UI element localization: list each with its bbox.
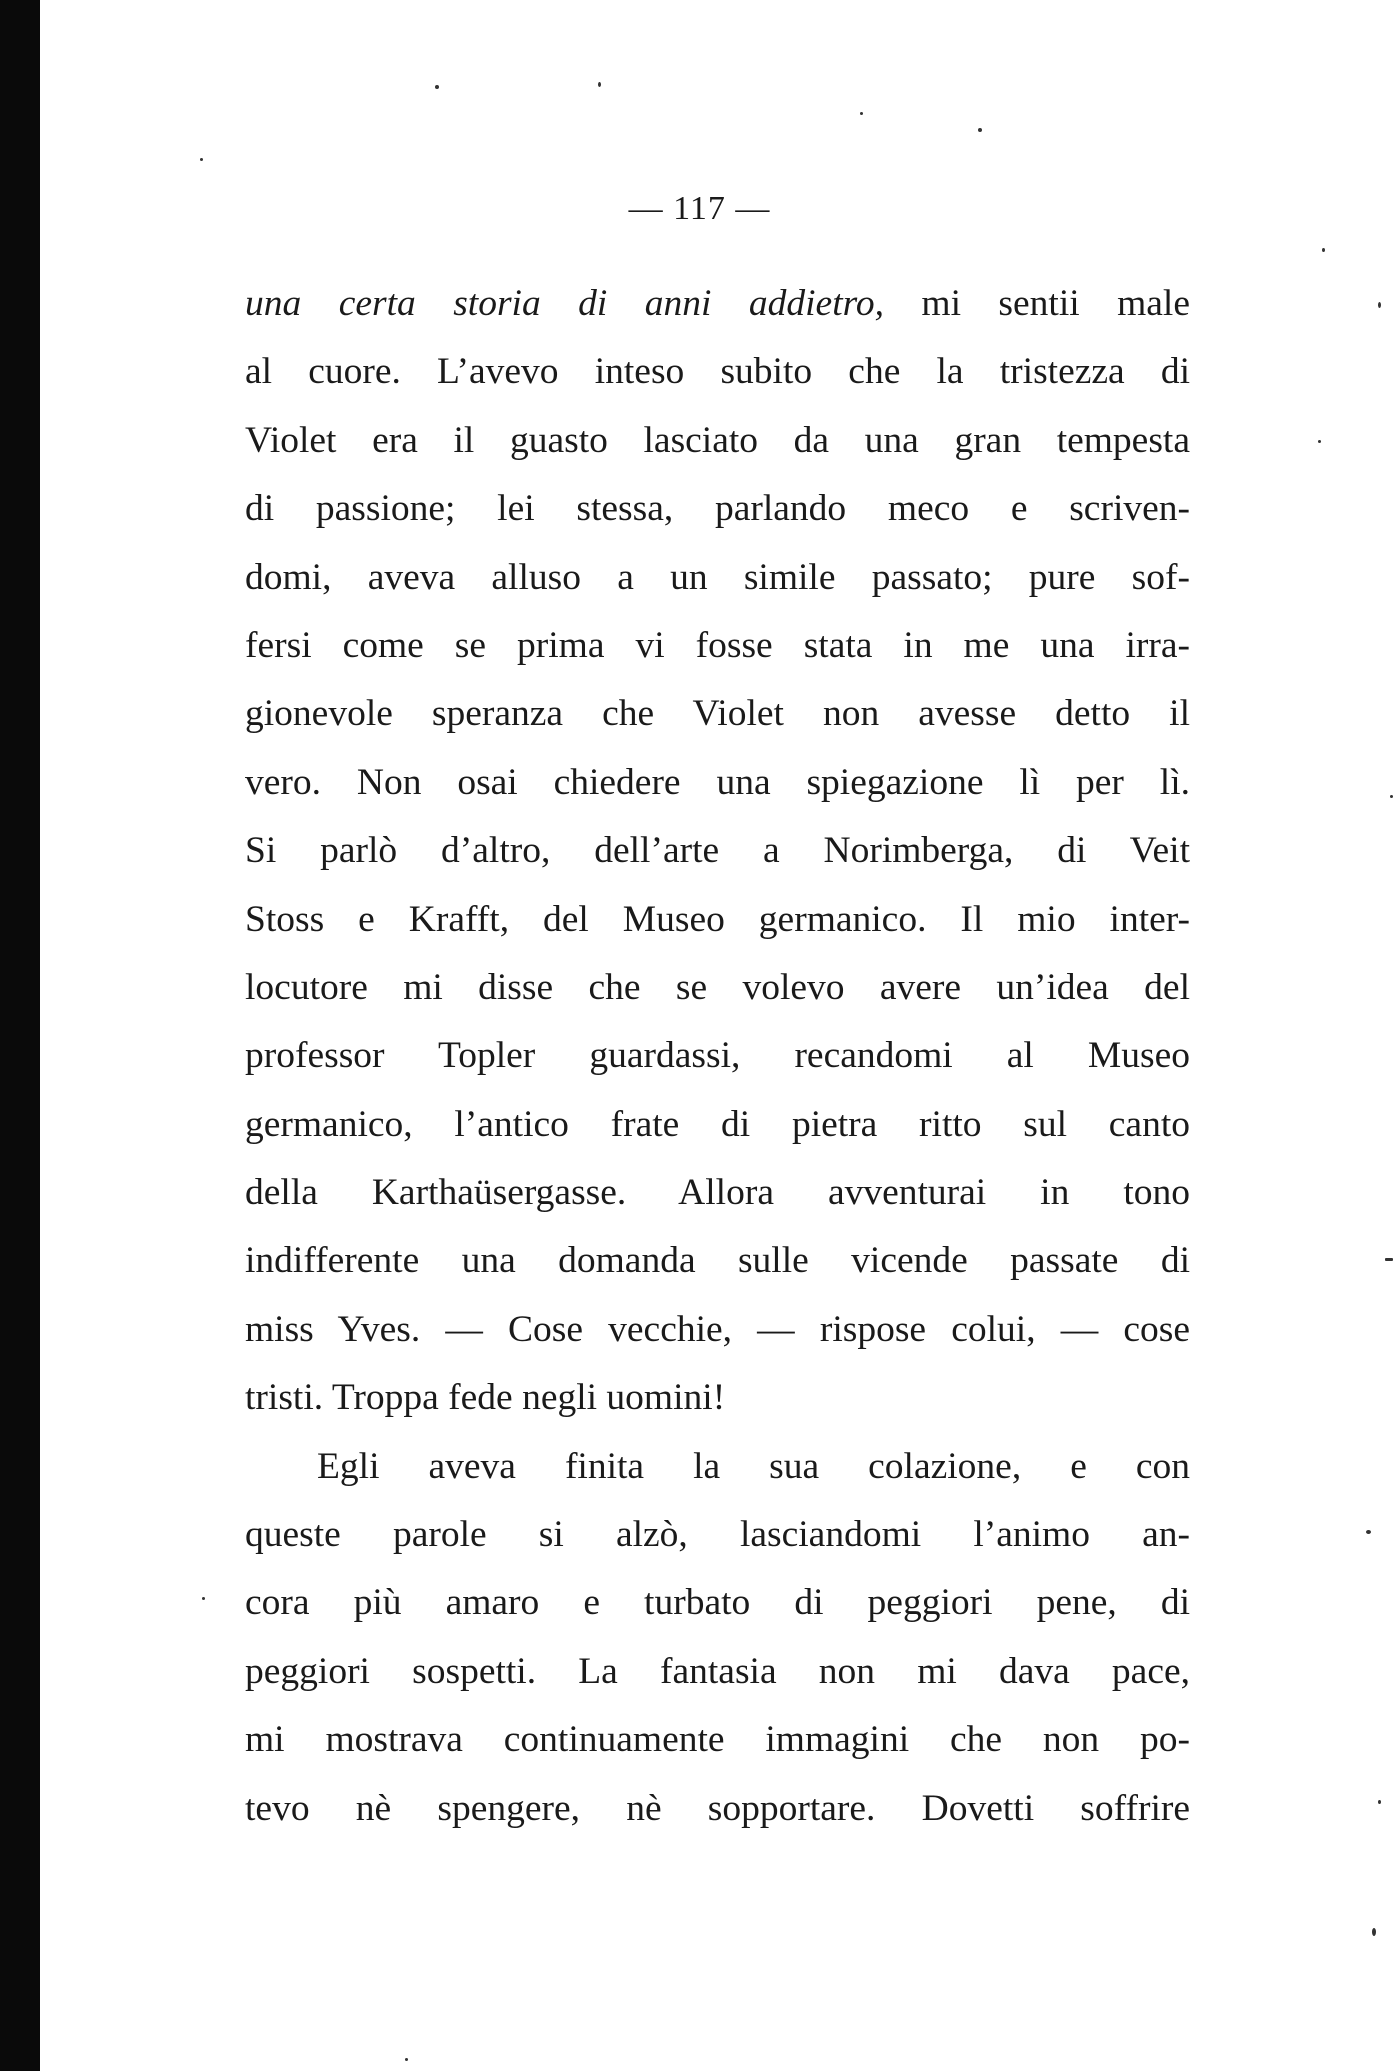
scan-speck (1366, 1530, 1371, 1534)
scan-speck (1318, 440, 1321, 443)
scan-speck (1385, 1258, 1393, 1261)
scan-speck (405, 2058, 408, 2061)
text-line: Stoss e Krafft, del Museo germanico. Il mio inter- (245, 898, 1190, 940)
book-binding-edge (0, 0, 40, 2071)
scan-speck (1372, 1928, 1376, 1936)
text-line: queste parole si alzò, lasciandomi l’animo an- (245, 1514, 1190, 1556)
text-line: di passione; lei stessa, parlando meco e scriven- (245, 488, 1190, 530)
text-line: gionevole speranza che Violet non avesse detto il (245, 693, 1190, 735)
text-line: domi, aveva alluso a un simile passato; pure sof- (245, 556, 1190, 598)
text-line: Si parlò d’altro, dell’arte a Norimberga, di Veit (245, 830, 1190, 872)
scan-speck (202, 1597, 205, 1600)
text-line: al cuore. L’avevo inteso subito che la tristezza di (245, 351, 1190, 393)
text-line: vero. Non osai chiedere una spiegazione lì per lì. (245, 761, 1190, 803)
text-line: tevo nè spengere, nè sopportare. Dovetti soffrire (245, 1787, 1190, 1829)
text-line: locutore mi disse che se volevo avere un’idea del (245, 966, 1190, 1008)
text-line: fersi come se prima vi fosse stata in me una irra- (245, 624, 1190, 666)
scan-speck (1378, 1800, 1381, 1804)
text-line: professor Topler guardassi, recandomi al Museo (245, 1035, 1190, 1077)
body-text (245, 270, 1190, 1843)
italic-phrase: una certa storia di anni addietro, (245, 283, 884, 324)
text-line: indifferente una domanda sulle vicende passate di (245, 1240, 1190, 1282)
text-line: mi mostrava continuamente immagini che non po- (245, 1719, 1190, 1761)
paragraph-end-line: tristi. Troppa fede negli uomini! (245, 1377, 726, 1419)
text-line: Violet era il guasto lasciato da una gran tempesta (245, 419, 1190, 461)
text-line: germanico, l’antico frate di pietra ritto sul canto (245, 1103, 1190, 1145)
scan-speck (598, 82, 601, 87)
scan-speck (435, 85, 439, 89)
scan-speck (200, 158, 203, 161)
page-number: — 117 — (628, 190, 771, 227)
scan-speck (978, 128, 982, 132)
text-line: cora più amaro e turbato di peggiori pene, di (245, 1582, 1190, 1624)
text-line: miss Yves. — Cose vecchie, — rispose colui, — cose (245, 1308, 1190, 1350)
line-text: mi sentii male (883, 283, 1190, 324)
scan-speck (1322, 248, 1325, 252)
scan-speck (860, 112, 863, 115)
scan-speck (1390, 795, 1393, 798)
scan-speck (1378, 302, 1381, 308)
text-line: della Karthaüsergasse. Allora avventurai in tono (245, 1172, 1190, 1214)
paragraph-first-line: Egli aveva finita la sua colazione, e con (317, 1445, 1190, 1487)
text-line (245, 270, 1190, 338)
text-line: peggiori sospetti. La fantasia non mi dava pace, (245, 1650, 1190, 1692)
